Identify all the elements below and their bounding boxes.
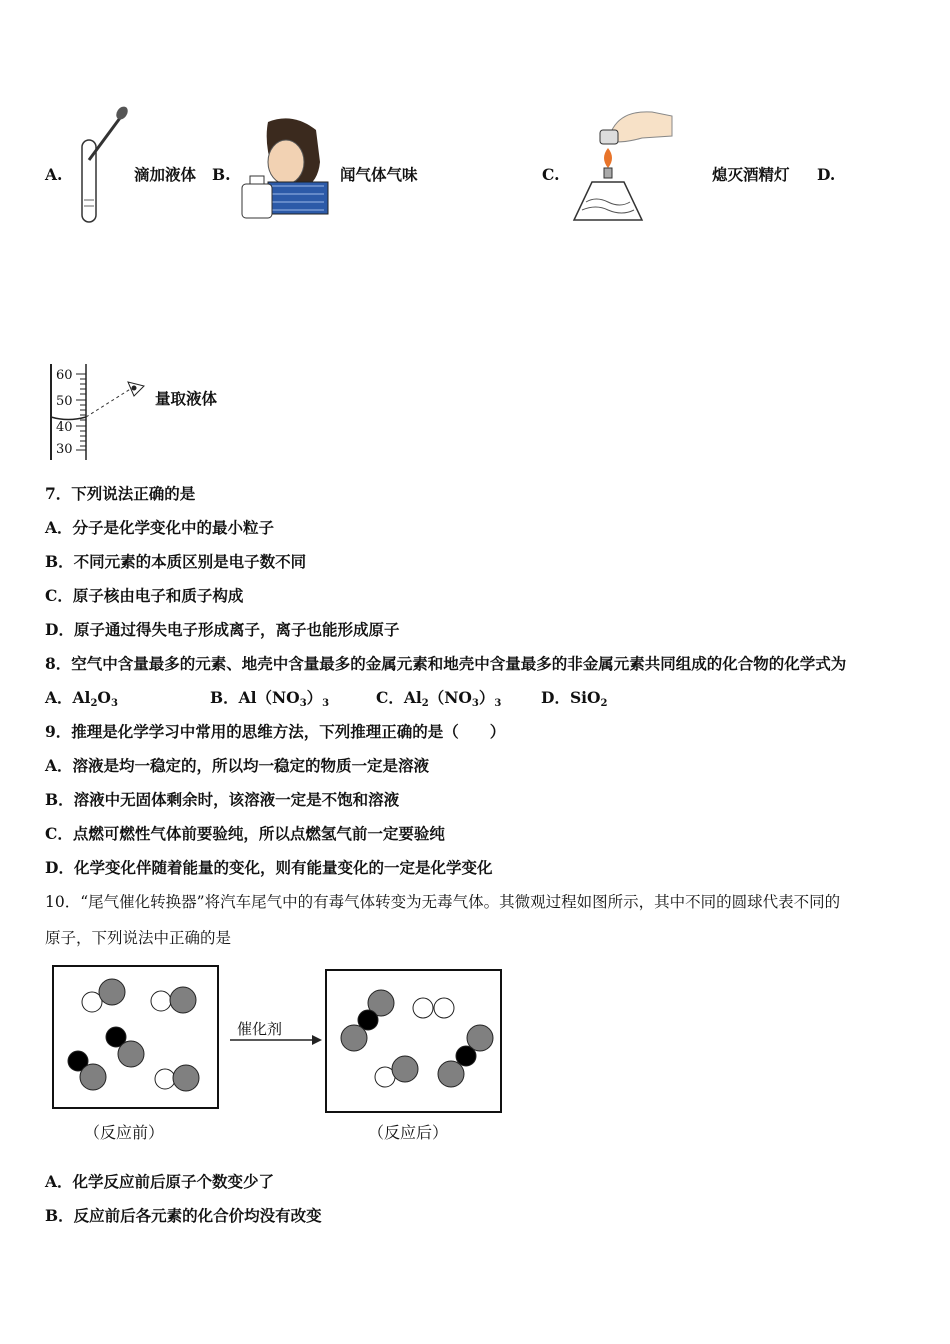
q9-option-b: B．溶液中无固体剩余时，该溶液一定是不饱和溶液: [45, 790, 400, 809]
option-b-letter: B.: [212, 165, 231, 184]
option-c-letter: C.: [542, 165, 560, 184]
q8-stem: 8．空气中含量最多的元素、地壳中含量最多的金属元素和地壳中含量最多的非金属元素共同组成的化合物的化学式为: [45, 654, 847, 673]
cylinder-tick-50: 50: [56, 394, 73, 409]
reaction-diagram: [50, 964, 510, 1114]
catalyst-label: 催化剂: [237, 1020, 283, 1038]
option-c-label: 熄灭酒精灯: [712, 165, 790, 184]
q8-option-a: A．$Al_2O_3$: [45, 688, 118, 709]
option-a-label: 滴加液体: [134, 165, 197, 184]
q8-option-b: B．$Al(NO_3)_3$: [210, 688, 330, 709]
q10-option-a: A．化学反应前后原子个数变少了: [45, 1172, 275, 1191]
smelling-gas-illustration: [238, 112, 333, 222]
q7-option-d: D．原子通过得失电子形成离子，离子也能形成原子: [45, 620, 400, 639]
before-caption: （反应前）: [84, 1123, 165, 1142]
q7-option-c: C．原子核由电子和质子构成: [45, 586, 244, 605]
cylinder-tick-60: 60: [56, 368, 73, 383]
q10-stem-line2: 原子，下列说法中正确的是: [45, 929, 232, 947]
q7-option-a: A．分子是化学变化中的最小粒子: [45, 518, 275, 537]
cylinder-tick-30: 30: [56, 442, 73, 457]
q9-option-a: A．溶液是均一稳定的，所以均一稳定的物质一定是溶液: [45, 756, 430, 775]
extinguish-alcohol-lamp-illustration: [572, 102, 682, 226]
q8-option-d: D．SiO$_2$: [541, 688, 608, 709]
option-d-letter: D.: [817, 165, 836, 184]
option-d-label: 量取液体: [155, 389, 218, 408]
q8-option-c: C．$Al_2(NO_3)_3$: [376, 688, 502, 709]
q9-option-c: C．点燃可燃性气体前要验纯，所以点燃氢气前一定要验纯: [45, 824, 445, 843]
q10-stem-line1: 10．“尾气催化转换器”将汽车尾气中的有毒气体转变为无毒气体。其微观过程如图所示，其中不同的圆球代表不同的: [45, 893, 841, 911]
q9-stem: 9．推理是化学学习中常用的思维方法，下列推理正确的是（ ）: [45, 722, 506, 741]
option-a-letter: A.: [45, 165, 63, 184]
after-caption: （反应后）: [368, 1123, 449, 1142]
cylinder-tick-40: 40: [56, 420, 73, 435]
q7-option-b: B．不同元素的本质区别是电子数不同: [45, 552, 307, 571]
q9-option-d: D．化学变化伴随着能量的变化，则有能量变化的一定是化学变化: [45, 858, 493, 877]
dropper-test-tube-illustration: [70, 100, 130, 230]
q7-stem: 7．下列说法正确的是: [45, 484, 196, 503]
q10-option-b: B．反应前后各元素的化合价均没有改变: [45, 1206, 322, 1225]
option-b-label: 闻气体气味: [340, 165, 418, 184]
